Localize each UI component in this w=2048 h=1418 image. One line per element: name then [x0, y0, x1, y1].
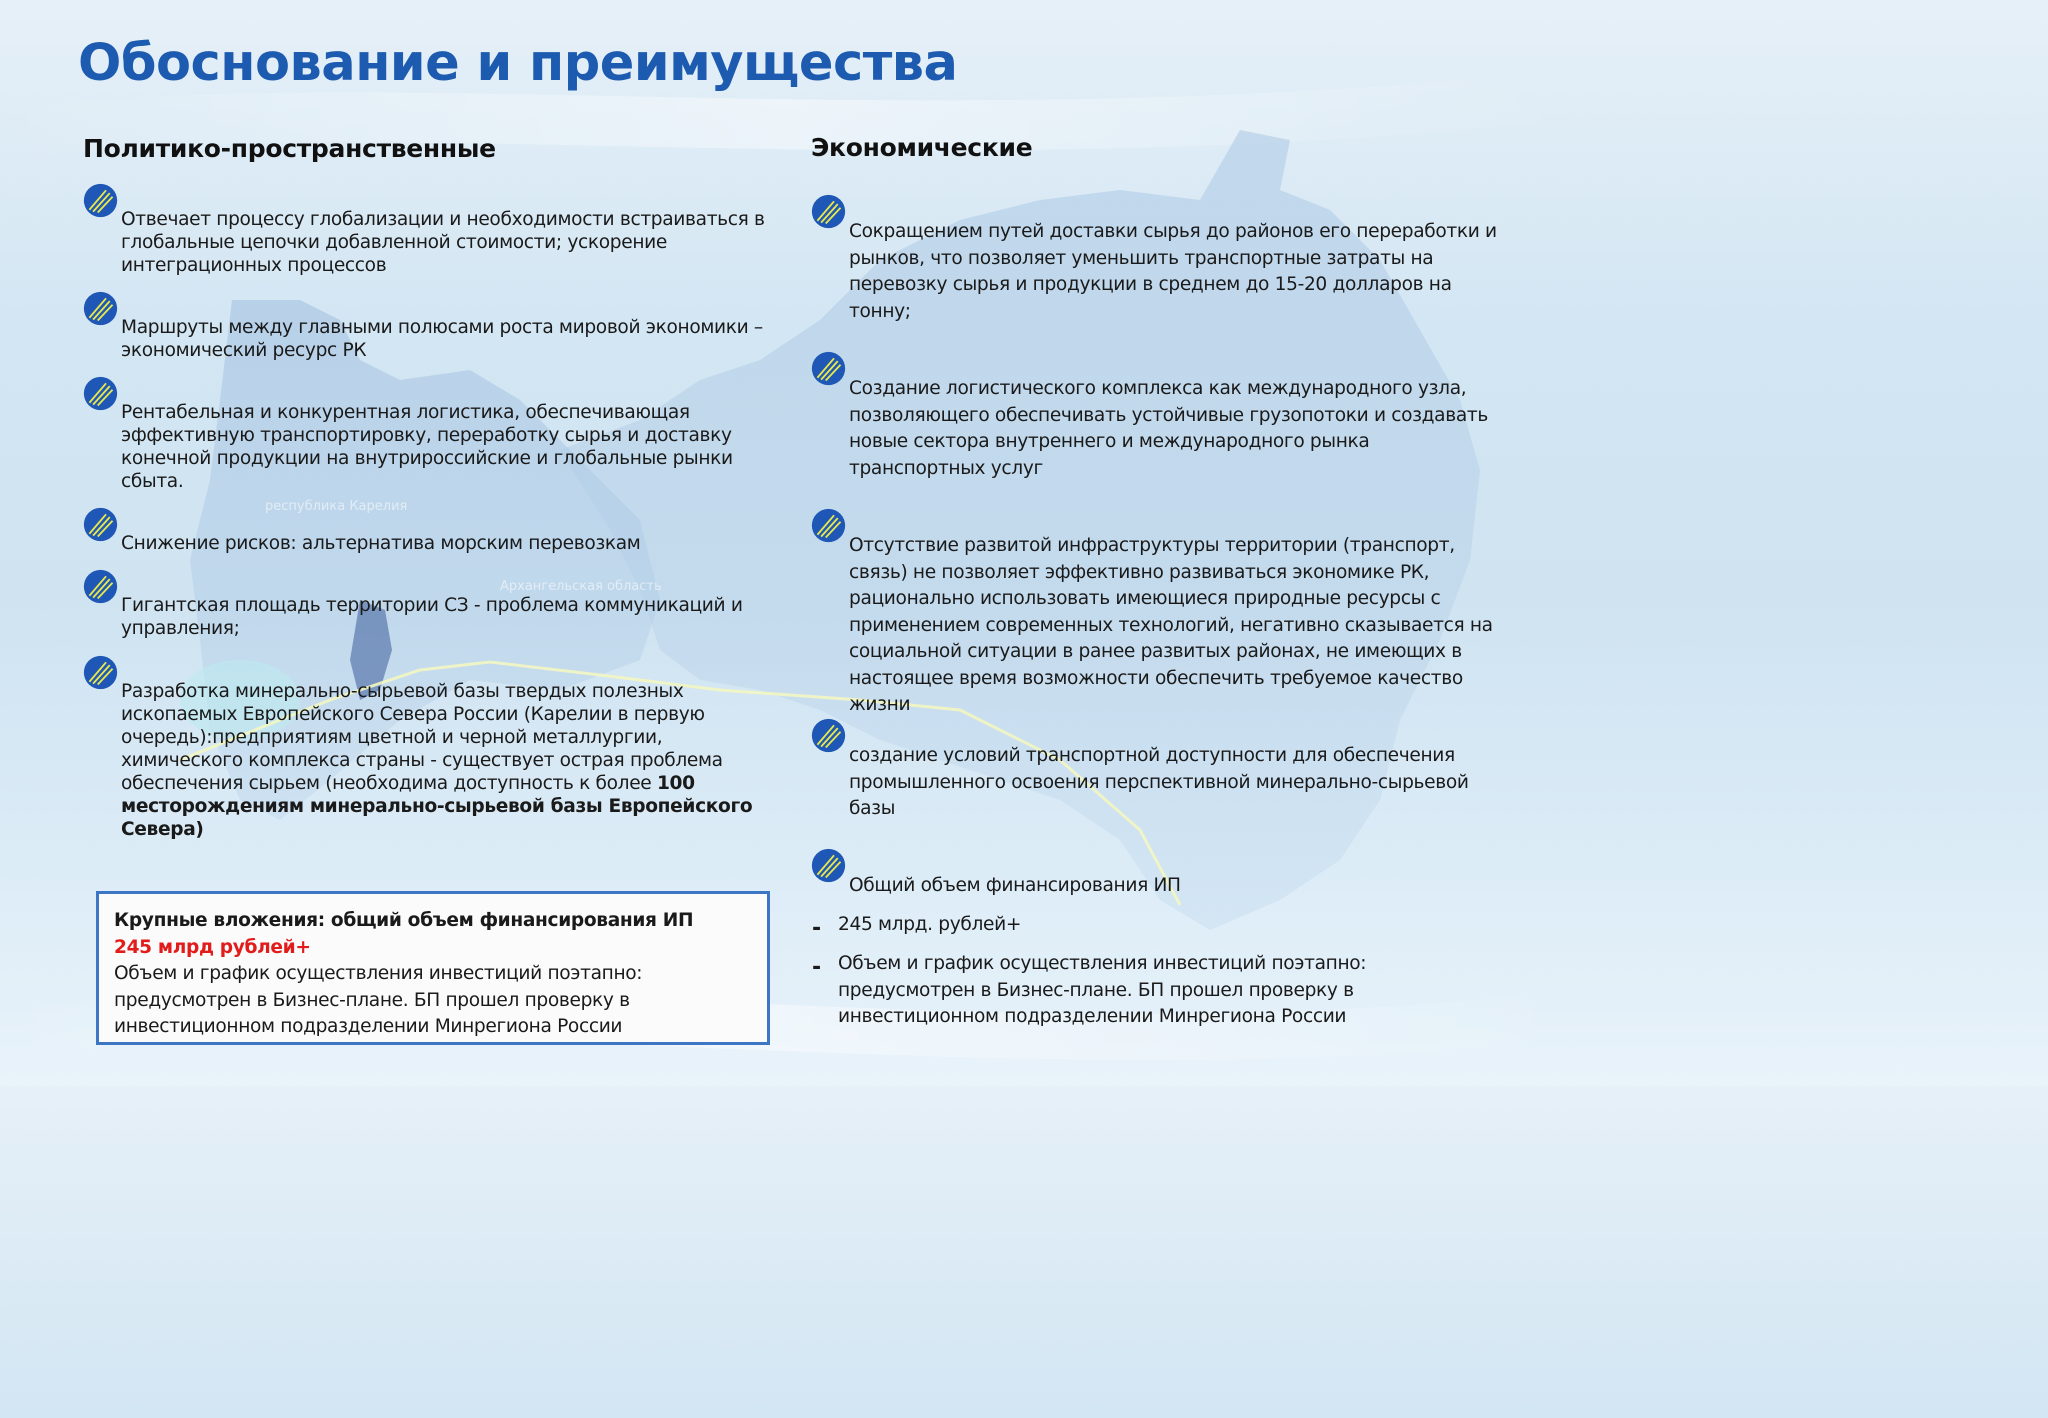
left-bullet-2-text: Маршруты между главными полюсами роста мировой экономики – экономический ресурс РК	[121, 317, 763, 361]
bullet-globe-icon	[82, 290, 119, 327]
bullet-globe-icon	[82, 654, 119, 691]
dash-marker: -	[812, 916, 821, 941]
bullet-globe-icon	[810, 193, 847, 230]
map-label-oblast: Архангельская область	[500, 579, 662, 594]
bullet-globe-icon	[810, 717, 847, 754]
left-bullet-6-text-bold: 100 месторождениям минерально-сырьевой базы Европейского Севера)	[121, 773, 753, 840]
right-bullet-3-text: Отсутствие развитой инфраструктуры территории (транспорт, связь) не позволяет эффективно развиваться экономике РК, рационально использовать имеющиеся природные ресурсы с применением современных технологий, негативно сказывается на социальной ситуации в ранее развитых районах, не имеющих в настоящее время возможности обеспечить требуемое качество жизни	[849, 535, 1493, 715]
funding-info-amount: 245 млрд рублей+	[114, 936, 311, 958]
left-column-heading: Политико-пространственные	[83, 134, 496, 163]
right-dash-item-1	[812, 912, 1508, 941]
left-bullet-2	[111, 316, 771, 362]
funding-info-heading: Крупные вложения: общий объем финансирования ИП	[114, 910, 694, 931]
funding-info-box	[96, 891, 770, 1045]
right-column-heading: Экономические	[811, 133, 1033, 162]
right-bullet-1-text: Сокращением путей доставки сырья до районов его переработки и рынков, что позволяет уменьшить транспортные затраты на перевозку сырья и продукции в среднем до 15-20 долларов на тонну;	[849, 221, 1497, 322]
dash-marker: -	[812, 955, 821, 980]
right-bullet-4	[839, 743, 1509, 823]
left-bullet-4	[111, 532, 771, 555]
bullet-globe-icon	[810, 507, 847, 544]
right-bullet-5	[839, 873, 1509, 900]
left-bullet-6-text	[111, 680, 771, 841]
right-dash-item-2	[812, 951, 1508, 1031]
right-dash-item-2-text: Объем и график осуществления инвестиций поэтапно: предусмотрен в Бизнес-плане. БП прошел проверку в инвестиционном подразделении Минрегиона России	[838, 953, 1367, 1027]
bullet-globe-icon	[82, 506, 119, 543]
right-bullet-4-text: создание условий транспортной доступности для обеспечения промышленного освоения перспективной минерально-сырьевой базы	[849, 745, 1469, 819]
map-label-republic: республика Карелия	[265, 499, 408, 514]
right-bullet-2	[839, 376, 1509, 482]
right-bullet-3	[839, 533, 1509, 719]
left-bullet-5-text: Гигантская площадь территории СЗ - проблема коммуникаций и управления;	[121, 595, 743, 639]
bullet-globe-icon	[82, 568, 119, 605]
right-bullet-1	[839, 219, 1509, 325]
right-dash-item-1-text: 245 млрд. рублей+	[838, 914, 1022, 935]
right-bullet-2-text: Создание логистического комплекса как международного узла, позволяющего обеспечивать устойчивые грузопотоки и создавать новые сектора внутреннего и международного рынка транспортных услуг	[849, 378, 1488, 479]
bullet-globe-icon	[82, 375, 119, 412]
bullet-globe-icon	[82, 182, 119, 219]
left-bullet-1	[111, 208, 771, 277]
left-bullet-1-text: Отвечает процессу глобализации и необходимости встраиваться в глобальные цепочки добавленной стоимости; ускорение интеграционных процессов	[121, 209, 765, 276]
left-bullet-4-text: Снижение рисков: альтернатива морским перевозкам	[121, 533, 641, 554]
left-bullet-3	[111, 401, 771, 493]
right-bullet-5-text: Общий объем финансирования ИП	[849, 875, 1181, 896]
bullet-globe-icon	[810, 847, 847, 884]
left-bullet-3-text: Рентабельная и конкурентная логистика, обеспечивающая эффективную транспортировку, переработку сырья и доставку конечной продукции на внутрироссийские и глобальные рынки сбыта.	[121, 402, 733, 492]
left-bullet-5	[111, 594, 771, 640]
left-bullet-6-text-regular: Разработка минерально-сырьевой базы твердых полезных ископаемых Европейского Севера России (Карелии в первую очередь):предприятиям цветной и черной металлургии, химического комплекса страны - существует острая проблема обеспечения сырьем (необходима доступность к более	[121, 681, 723, 794]
left-bullet-6	[111, 680, 771, 841]
bullet-globe-icon	[810, 350, 847, 387]
page-title: Обоснование и преимущества	[78, 34, 958, 93]
funding-info-body: Объем и график осуществления инвестиций поэтапно: предусмотрен в Бизнес-плане. БП прошел проверку в инвестиционном подразделении Минрегиона России	[114, 963, 643, 1037]
